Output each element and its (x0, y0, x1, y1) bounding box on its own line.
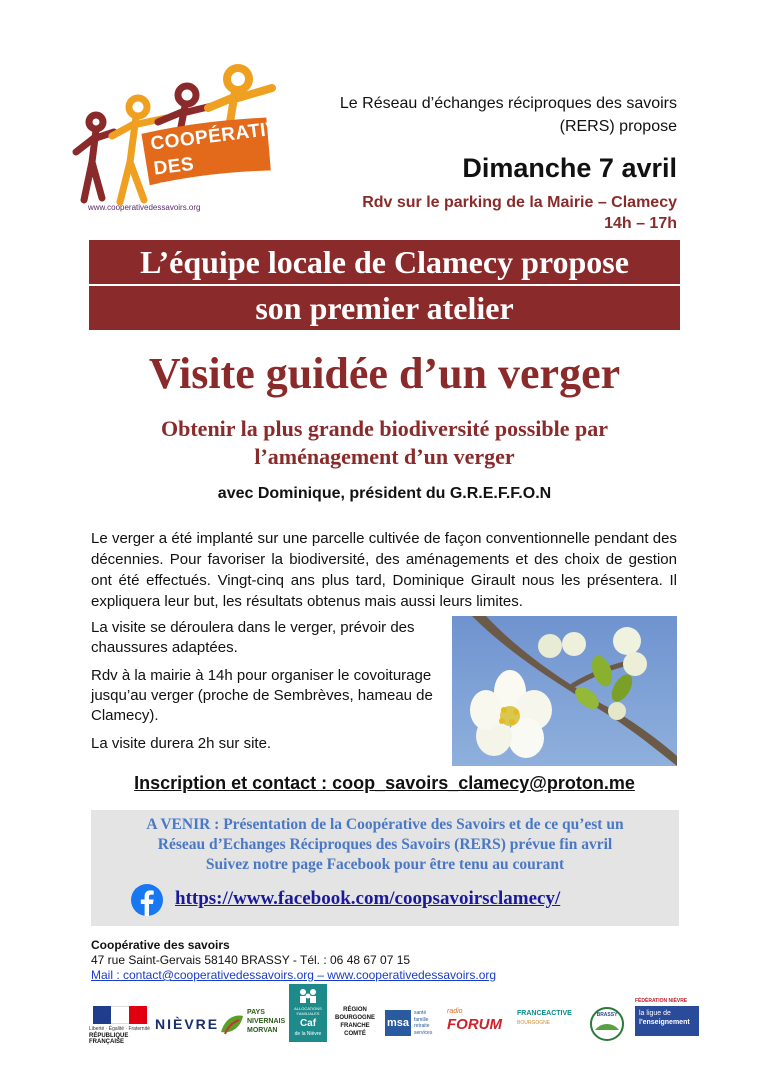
tricolor-flag (93, 1006, 147, 1024)
ligue-text2: l'enseignement (639, 1019, 690, 1026)
facebook-icon (131, 884, 163, 916)
france-active-region: BOURGOGNE (517, 1020, 551, 1026)
upcoming-line1: A VENIR : Présentation de la Coopérative des Savoirs et de ce qu’est un (146, 816, 624, 833)
pays-nivernais-morvan-logo (219, 1006, 286, 1042)
event-details (91, 618, 443, 762)
brassy-logo (589, 1006, 625, 1042)
radio-label: radio (447, 1008, 463, 1015)
logo-url: www.cooperativedessavoirs.org (88, 203, 201, 212)
msa-tagline: santé famille retraite services (414, 1010, 433, 1036)
footer-mail[interactable]: Mail : contact@cooperativedessavoirs.org – www.cooperativedessavoirs.org (91, 968, 497, 982)
footer-address: 47 rue Saint-Gervais 58140 BRASSY - Tél. : 06 48 67 07 15 (91, 953, 411, 967)
france-active-logo (517, 1010, 581, 1026)
logo-text-line2: DES SAVOIRS (152, 153, 245, 202)
rf-name: RÉPUBLIQUE FRANÇAISE (89, 1033, 129, 1045)
forum-label: FORUM (447, 1016, 502, 1033)
msa-logo (385, 1010, 441, 1040)
msa-mark: msa (385, 1010, 411, 1036)
upcoming-line3: Suivez notre page Facebook pour être tenu au courant (205, 856, 565, 873)
event-title: Visite guidée d’un verger (148, 349, 621, 398)
meeting-place: Rdv sur le parking de la Mairie – Clamecy (362, 194, 677, 211)
band-line1: L’équipe locale de Clamecy propose (89, 240, 680, 284)
detail-duration: La visite durera 2h sur site. (91, 735, 272, 752)
event-subtitle (0, 415, 769, 471)
event-date: Dimanche 7 avril (462, 153, 677, 183)
facebook-link[interactable]: https://www.facebook.com/coopsavoirsclamecy/ (175, 888, 561, 909)
intro-text: Le Réseau d’échanges réciproques des savoirs (RERS) propose (339, 95, 677, 135)
radio-forum-logo (447, 1008, 505, 1038)
republique-francaise-logo (89, 1006, 151, 1045)
meeting-time: 14h – 17h (604, 215, 677, 232)
facebook-icon-graphic (131, 884, 163, 916)
cooperative-logo (70, 62, 295, 222)
subtitle-line1: Obtenir la plus grande biodiversité possible par (161, 416, 608, 441)
caf-name: Caf (299, 1018, 317, 1029)
brassy-name: BRASSY (596, 1012, 618, 1018)
leaf-icon (219, 1012, 245, 1038)
ligue-text1: la ligue de (639, 1010, 671, 1017)
nievre-logo: NIÈVRE (155, 1016, 220, 1032)
caf-people-icon (297, 988, 319, 1004)
event-host: avec Dominique, président du G.R.E.F.F.O.N (217, 485, 552, 502)
detail-shoes: La visite se déroulera dans le verger, prévoir des chaussures adaptées. (91, 619, 415, 656)
event-description: Le verger a été implanté sur une parcelle cultivée de façon conventionnelle pendant des décennies. Pour favoriser la biodiversité, des aménagements et des choix de gestion ont été effectués. Vingt-cinq ans plus tard, Dominique Girault nous les présentera. Il expliquera leur but, les résultats obtenus mais aussi leurs limites. (91, 530, 677, 610)
band-line2: son premier atelier (89, 286, 680, 330)
ligue-box (635, 1006, 699, 1036)
upcoming-line2: Réseau d’Echanges Réciproques des Savoirs (RERS) prévue fin avril (157, 836, 613, 853)
upcoming-box (91, 810, 679, 926)
footer-org: Coopérative des savoirs (91, 938, 230, 952)
france-active-name: FRANCEACTIVE (517, 1010, 572, 1017)
region-bfc-logo: RÉGION BOURGOGNE FRANCHE COMTÉ (334, 1007, 375, 1037)
sponsor-logos (89, 1000, 709, 1045)
pnm-text: PAYS NIVERNAIS MORVAN (247, 1009, 286, 1034)
footer (91, 938, 496, 983)
caf-nievre: de la Nièvre (294, 1031, 322, 1037)
logo-text-line1: COOPÉRATIVE (149, 116, 294, 155)
rf-motto: Liberté · Égalité · Fraternité (89, 1026, 150, 1032)
subtitle-line2: l’aménagement d’un verger (254, 444, 515, 469)
blossom-photo (452, 616, 677, 766)
contact-line[interactable]: Inscription et contact : coop_savoirs_clamecy@proton.me (134, 773, 635, 793)
caf-subtitle: ALLOCATIONS FAMILIALES (294, 1006, 322, 1016)
meeting-info (362, 192, 677, 234)
detail-carpool: Rdv à la mairie à 14h pour organiser le covoiturage jusqu’au verger (proche de Sembrèves, hameau de Clamecy). (91, 667, 433, 724)
ligue-federation: FÉDÉRATION NIÈVRE (635, 998, 688, 1004)
caf-logo (289, 984, 327, 1042)
blossom-illustration (452, 616, 677, 766)
ligue-enseignement-logo (635, 998, 705, 1042)
upcoming-text (91, 815, 679, 875)
